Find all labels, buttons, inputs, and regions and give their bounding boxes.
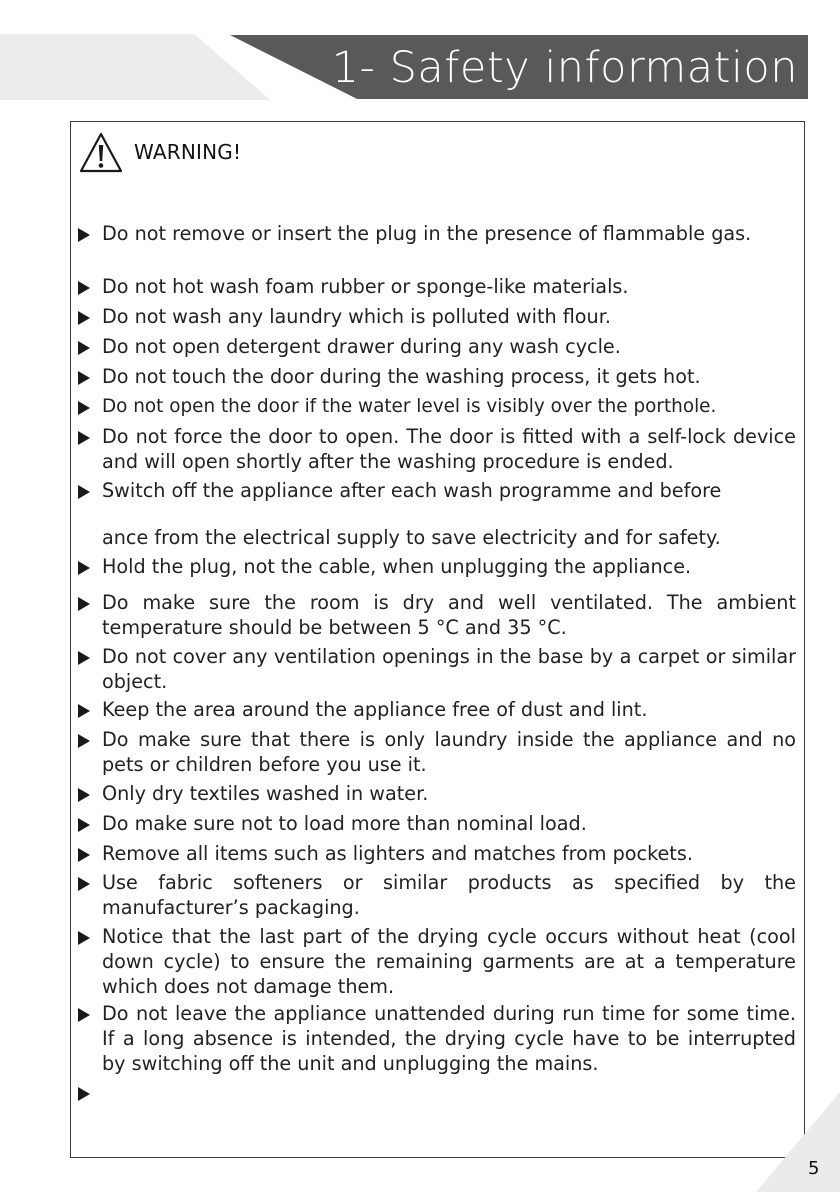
list-item-text: Do not open the door if the water level is visibly over the porthole. [102,396,717,417]
list-item-text: Keep the area around the appliance free of dust and lint. [102,698,648,721]
list-item-text: Do not force the door to open. The door is fitted with a self-lock device and will open shortly after the washing procedure is ended. [102,425,796,473]
list-item-text: Switch off the appliance after each wash programme and before [102,479,722,502]
bullet-icon [78,281,90,295]
bullet-icon [78,371,90,385]
bullet-icon [78,818,90,832]
list-item-text: Do not cover any ventilation openings in the base by a carpet or similar object. [102,645,796,693]
bullet-icon [78,431,90,445]
list-item-text: Do make sure not to load more than nominal load. [102,812,587,835]
list-item-text: ance from the electrical supply to save electricity and for safety. [102,526,721,549]
warning-triangle-icon [78,131,124,175]
bullet-icon [78,848,90,862]
list-item-text: Hold the plug, not the cable, when unplugging the appliance. [102,555,692,578]
bullet-icon [78,561,90,575]
bullet-icon [78,228,90,242]
bullet-icon [78,788,90,802]
list-item-text: Do not remove or insert the plug in the presence of flammable gas. [102,222,752,245]
page-number: 5 [808,1158,820,1179]
list-item-text: Do make sure the room is dry and well ventilated. The ambient temperature should be between 5 °C and 35 °C. [102,591,796,639]
list-item-text: Notice that the last part of the drying cycle occurs without heat (cool down cycle) to ensure the remaining garments are at a temperature which does not damage them. [102,925,796,998]
warning-label: WARNING! [134,140,242,164]
bullet-icon [78,1008,90,1022]
bullet-icon [78,1087,90,1101]
list-item-text: Do not wash any laundry which is polluted with flour. [102,305,611,328]
bullet-icon [78,734,90,748]
bullet-icon [78,651,90,665]
bullet-icon [78,341,90,355]
list-item-text: Do not open detergent drawer during any wash cycle. [102,335,621,358]
list-item-text: Do not leave the appliance unattended during run time for some time. If a long absence is intended, the drying cycle have to be interrupted by switching off the unit and unplugging the mains. [102,1002,796,1075]
list-item-text: Do make sure that there is only laundry inside the appliance and no pets or children before you use it. [102,728,796,776]
bullet-icon [78,311,90,325]
bullet-icon [78,877,90,891]
bullet-icon [78,485,90,499]
bullet-icon [78,401,90,415]
list-item-text: Only dry textiles washed in water. [102,782,429,805]
bullet-icon [78,931,90,945]
bullet-icon [78,597,90,611]
list-item-text: Use fabric softeners or similar products as specified by the manufacturer’s packaging. [102,871,796,919]
list-item-text: Do not touch the door during the washing process, it gets hot. [102,365,701,388]
header-accent [0,34,270,100]
list-item-text: Do not hot wash foam rubber or sponge-like materials. [102,275,629,298]
bullet-icon [78,704,90,718]
page-title: 1- Safety information [331,43,798,93]
list-item-text: Remove all items such as lighters and matches from pockets. [102,842,693,865]
